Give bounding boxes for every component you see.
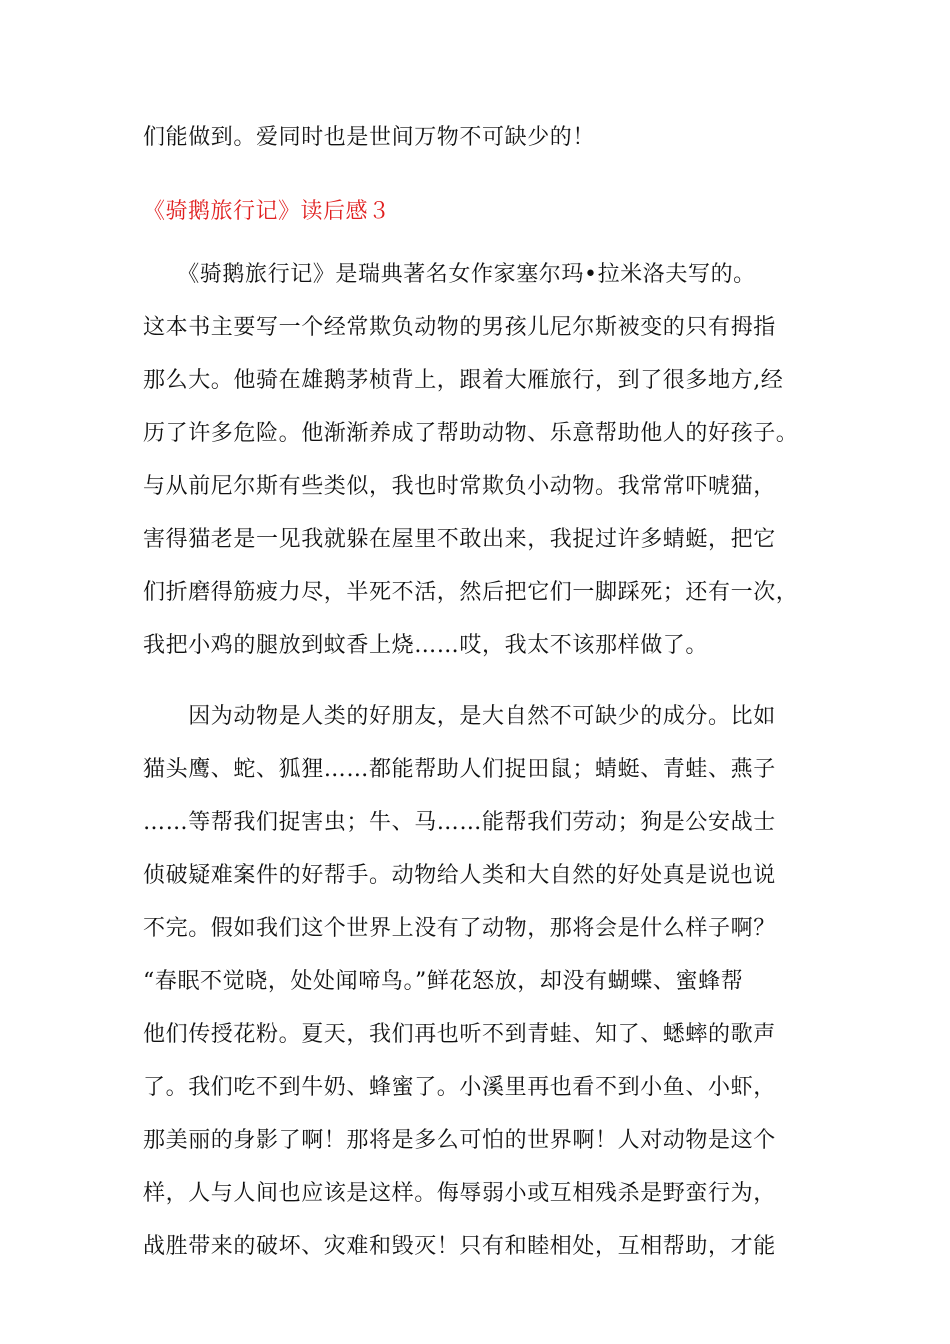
paragraph-line: 历了许多危险。他渐渐养成了帮助动物、乐意帮助他人的好孩子。 — [143, 421, 799, 446]
paragraph-line: 侦破疑难案件的好帮手。动物给人类和大自然的好处真是说也说 — [143, 863, 776, 888]
paragraph-line: “春眠不觉晓，处处闻啼鸟。”鲜花怒放，却没有蝴蝶、蜜蜂帮 — [143, 969, 744, 994]
paragraph-line: 因为动物是人类的好朋友，是大自然不可缺少的成分。比如 — [143, 704, 776, 729]
paragraph-line: 害得猫老是一见我就躲在屋里不敢出来，我捉过许多蜻蜓，把它 — [143, 527, 776, 552]
section-title: 《骑鹅旅行记》读后感３ — [143, 199, 391, 224]
paragraph-line: 样，人与人间也应该是这样。侮辱弱小或互相残杀是野蛮行为， — [143, 1181, 776, 1206]
paragraph-line: 不完。假如我们这个世界上没有了动物，那将会是什么样子啊？ — [143, 916, 776, 941]
paragraph-line: 们折磨得筋疲力尽，半死不活，然后把它们一脚踩死；还有一次， — [143, 580, 799, 605]
paragraph-line: 猫头鹰、蛇、狐狸……都能帮助人们捉田鼠；蜻蜓、青蛙、燕子 — [143, 757, 776, 782]
paragraph-line: ……等帮我们捉害虫；牛、马……能帮我们劳动；狗是公安战士 — [143, 810, 776, 835]
paragraph-line: 《骑鹅旅行记》是瑞典著名女作家塞尔玛•拉米洛夫写的。 — [143, 262, 756, 287]
paragraph-line: 战胜带来的破坏、灾难和毁灭！只有和睦相处，互相帮助，才能 — [143, 1234, 776, 1259]
paragraph-line: 了。我们吃不到牛奶、蜂蜜了。小溪里再也看不到小鱼、小虾， — [143, 1075, 776, 1100]
paragraph-line: 这本书主要写一个经常欺负动物的男孩儿尼尔斯被变的只有拇指 — [143, 315, 776, 340]
paragraph-line: 与从前尼尔斯有些类似，我也时常欺负小动物。我常常吓唬猫， — [143, 474, 776, 499]
continuation-line: 们能做到。爱同时也是世间万物不可缺少的！ — [143, 125, 596, 150]
paragraph-line: 我把小鸡的腿放到蚊香上烧……哎，我太不该那样做了。 — [143, 633, 709, 658]
paragraph-line: 那么大。他骑在雄鹅茅桢背上，跟着大雁旅行，到了很多地方,经 — [143, 368, 784, 393]
paragraph-line: 他们传授花粉。夏天，我们再也听不到青蛙、知了、蟋蟀的歌声 — [143, 1022, 776, 1047]
paragraph-line: 那美丽的身影了啊！那将是多么可怕的世界啊！人对动物是这个 — [143, 1128, 776, 1153]
